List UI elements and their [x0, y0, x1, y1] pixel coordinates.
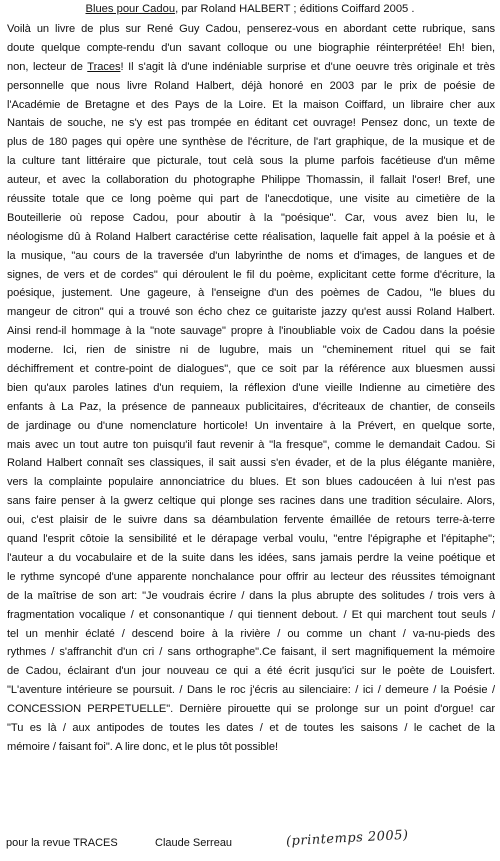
body-line-text: signes, de vers et de cordes" qui déroulent le fil du poème, explicitant cette forme d'écriture, la	[7, 268, 495, 281]
body-line	[7, 360, 495, 379]
body-line-text: l'auteur a du vocabulaire et de la suite dans les idées, sans jamais perdre la veine poétique et	[7, 551, 495, 564]
body-line-text: rythmes / s'affranchit d'un cri / sans orthographe".Ce faisant, il sert magnifiquement la mémoire	[7, 646, 495, 659]
body-line-text: sans faire penser à la gwerz celtique qui plonge ses racines dans une tradition séculaire. Alors,	[7, 495, 495, 508]
body-line-text: oui, c'est plaisir de le suivre dans sa déambulation fervente émaillée de retours terre-à-terre	[7, 514, 495, 527]
body-line-text: néologisme dû à Roland Halbert caractérise cette réalisation, laquelle fait appel à la poésie et à	[7, 230, 495, 243]
body-line	[7, 171, 495, 190]
body-line	[7, 133, 495, 152]
body-line-text: tel un menhir éclaté / descend boire à la rivière / ou comme un chant / va-nu-pieds des	[7, 627, 495, 640]
body-line-text: personnelle que nous livre Roland Halbert, déjà honoré en 2003 par le prix de poésie de	[7, 79, 495, 92]
body-line	[7, 700, 495, 719]
body-line-text: "Tu es là / aux antipodes de toutes les dates / et de toutes les saisons / le cachet de la	[7, 721, 495, 734]
body-line-text: non, lecteur de	[7, 60, 88, 73]
body-line	[7, 209, 495, 228]
body-line-text: de la maîtrise de son art: "Je voudrais écrire / dans la plus abrupte des solitudes / trois vers à	[7, 589, 495, 602]
body-line-text: poésique, justement. Une gageure, à l'enseigne d'un des poèmes de Cadou, "le blues du	[7, 287, 495, 300]
body-line	[7, 606, 495, 625]
body-line-text: plus de 180 pages qui opère une synthèse de l'écriture, de l'art graphique, de la musique et de	[7, 136, 495, 149]
body-line-text: de jardinage ou d'une nomenclature horticole! Un inventaire à la Prévert, en quelque sorte,	[7, 419, 495, 432]
body-line	[7, 152, 495, 171]
body-line-text: l'Académie de Bretagne et des Pays de la Loire. Et la maison Coiffard, un libraire cher aux	[7, 98, 495, 111]
body-line	[7, 247, 495, 266]
body-line	[7, 398, 495, 417]
body-line-text: Ainsi rend-il hommage à la "note sauvage" propre à l'inoubliable voix de Cadou dans la poésie	[7, 325, 495, 338]
body-line-text: vers la complainte populaire annonciatrice du blues. Et son blues cadoucéen à lui n'est pas	[7, 476, 495, 489]
body-line-text: Voilà un livre de plus sur René Guy Cadou, penserez-vous en abordant cette rubrique, sans	[7, 23, 495, 35]
body-line-text: la culture tant littéraire que picturale, tout celà sous la plume parfois facétieuse d'un même	[7, 155, 495, 168]
body-line-text: Nantais de souche, ne s'y est pas trompée en éditant cet ouvrage! Pensez donc, un texte de	[7, 117, 495, 130]
body-line-text: mangeur de citron" qui a trouvé son écho chez ce guitariste jazzy qu'est aussi Roland Halbert.	[7, 306, 495, 319]
underlined-journal-name: Traces	[87, 60, 121, 73]
review-body	[7, 20, 495, 757]
body-line	[7, 417, 495, 436]
body-line-text: CONCESSION PERPETUELLE". Dernière pirouette qui se prolonge sur un point d'orgue! car	[7, 703, 495, 716]
body-line-text: ! Il s'agit là d'une indéniable surprise et d'une oeuvre très originale et très	[120, 60, 495, 73]
body-line	[7, 284, 495, 303]
body-line-text: fragmentation vocalique / et consonantique / qui tiennent debout. / Et qui marchent tout seuls /	[7, 608, 495, 621]
body-line-text: "L'aventure intérieure se poursuit. / Dans le roc j'écris au silenciaire: / ici / demeure / la Poésie /	[7, 684, 495, 697]
body-line-text: la musique, "au cours de la traversée d'un labyrinthe de noms et d'images, de langues et de	[7, 249, 495, 262]
body-line	[7, 39, 495, 58]
body-line	[7, 77, 495, 96]
body-line	[7, 492, 495, 511]
body-line-text: mémoire / faisant foi". A lire donc, et le plus tôt possible!	[7, 740, 278, 753]
body-line-text: de Cadou, éclairant d'un jour nouveau ce qui a été écrit jusqu'ici sur le poète de Louisfert.	[7, 665, 495, 678]
body-line-text: le rythme syncopé d'une apparente nonchalance pour offrir au lecteur des réussites témoignant	[7, 570, 495, 583]
body-line	[7, 738, 495, 757]
handwritten-date: (printemps 2005)	[285, 827, 409, 850]
body-line	[7, 58, 495, 77]
body-line	[7, 322, 495, 341]
body-line	[7, 96, 495, 115]
body-line	[7, 549, 495, 568]
body-line	[7, 511, 495, 530]
body-line-text: déchiffrement et contre-point de dialogues", que ce soit par la référence aux bluesmen aussi	[7, 363, 495, 376]
book-byline: , par Roland HALBERT ; éditions Coiffard 2005 .	[175, 3, 415, 15]
body-line-text: doute quelque compte-rendu d'un savant colloque ou une biographie réinterprétée! Eh! bien,	[7, 41, 495, 54]
body-line	[7, 662, 495, 681]
body-line	[7, 228, 495, 247]
body-line	[7, 114, 495, 133]
body-line-text: mais avec un tout autre ton puisqu'il faut revenir à "la fresque", comme le demandait Cadou. Si	[7, 438, 495, 451]
body-line	[7, 625, 495, 644]
body-line	[7, 454, 495, 473]
body-line	[7, 568, 495, 587]
body-line-text: Bouteillerie où repose Cadou, pour aboutir à la "poésique". Car, vous avez bien lu, le	[7, 211, 495, 224]
body-line-text: Roland Halbert connaît ses classiques, il sait aussi s'en évader, et de la plus élégante manière,	[7, 457, 495, 470]
body-line	[7, 20, 495, 39]
body-line	[7, 266, 495, 285]
body-line-text: réussite totale que ce long poème qui part de l'anecdotique, une visite au cimetière de la	[7, 193, 495, 206]
body-line	[7, 436, 495, 455]
body-line	[7, 473, 495, 492]
signature-footer	[0, 827, 500, 854]
review-heading	[0, 2, 500, 16]
body-line-text: moderne. Ici, rien de sinistre ni de lugubre, mais un "cheminement rituel qui se fait	[7, 344, 495, 357]
body-line	[7, 643, 495, 662]
revue-credit: pour la revue TRACES	[6, 837, 118, 849]
body-line	[7, 587, 495, 606]
body-line-text: quand l'esprit côtoie la sensibilité et le dérapage verbal voulu, "entre l'épigraphe et l'épitaphe";	[7, 533, 495, 546]
book-title: Blues pour Cadou	[85, 3, 176, 15]
body-line-text: bien qu'aux paroles latines d'un requiem, la réflexion d'une vieille Indienne au cimetière des	[7, 381, 495, 394]
body-line	[7, 719, 495, 738]
body-line	[7, 530, 495, 549]
body-line	[7, 303, 495, 322]
body-line	[7, 190, 495, 209]
author-name: Claude Serreau	[155, 837, 233, 849]
body-line-text: auteur, et avec la collaboration du photographe Philippe Thomassin, il fallait l'oser! Bref, une	[7, 174, 495, 187]
body-line-text: enfants à La Paz, la présence de panneaux publicitaires, d'écriteaux de chantier, de conseils	[7, 400, 495, 413]
body-line	[7, 379, 495, 398]
body-line	[7, 681, 495, 700]
body-line	[7, 341, 495, 360]
